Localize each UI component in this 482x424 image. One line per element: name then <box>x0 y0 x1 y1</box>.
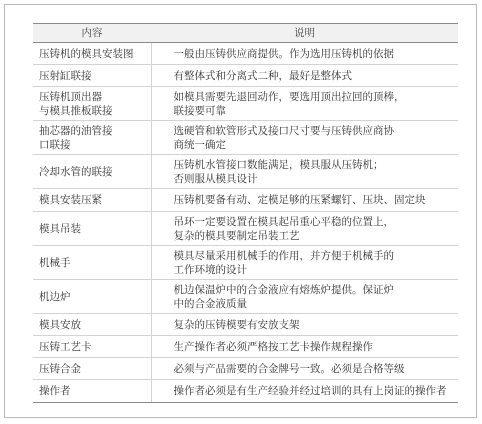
table-row <box>33 43 458 65</box>
row-item: 压铸工艺卡 <box>33 336 151 358</box>
row-item: 模具吊装 <box>33 212 151 246</box>
header-description: 说明 <box>151 24 458 43</box>
row-item: 机边炉 <box>33 280 151 314</box>
row-description: 选硬管和软管形式及接口尺寸要与压铸供应商协 商统一确定 <box>151 121 458 155</box>
row-description: 机边保温炉中的合金液应有熔炼炉提供。保证炉 中的合金液质量 <box>151 280 458 314</box>
row-description: 压铸机水管接口数能满足，模具服从压铸机； 否则服从模具设计 <box>151 155 458 189</box>
mold-installation-table <box>33 23 458 403</box>
row-description: 如模具需要先退回动作，要选用顶出拉回的顶棒， 联接要可靠 <box>151 87 458 121</box>
row-item: 操作者 <box>33 380 151 403</box>
table-header-row <box>33 24 458 43</box>
table-row <box>33 280 458 314</box>
table-row <box>33 336 458 358</box>
table-row <box>33 212 458 246</box>
table-row <box>33 121 458 155</box>
row-description: 吊环一定要设置在模具起吊重心平稳的位置上， 复杂的模具要制定吊装工艺 <box>151 212 458 246</box>
table-row <box>33 155 458 189</box>
table-row <box>33 189 458 212</box>
table-row <box>33 65 458 87</box>
row-description: 复杂的压铸模要有安放支架 <box>151 314 458 336</box>
row-description: 必须与产品需要的合金牌号一致。必须是合格等级 <box>151 358 458 380</box>
row-item: 冷却水管的联接 <box>33 155 151 189</box>
table-row <box>33 358 458 380</box>
row-item: 模具安装压紧 <box>33 189 151 212</box>
row-description: 压铸机要备有动、定模足够的压紧螺钉、压块、固定块 <box>151 189 458 212</box>
row-item: 抽芯器的油管接 口联接 <box>33 121 151 155</box>
table-row <box>33 246 458 280</box>
row-description: 一般由压铸供应商提供。作为选用压铸机的依据 <box>151 43 458 65</box>
row-item: 压铸机顶出器 与模具推板联接 <box>33 87 151 121</box>
row-item: 机械手 <box>33 246 151 280</box>
table-row <box>33 87 458 121</box>
row-description: 生产操作者必须严格按工艺卡操作规程操作 <box>151 336 458 358</box>
header-content: 内容 <box>33 24 151 43</box>
table-row <box>33 314 458 336</box>
table-row <box>33 380 458 403</box>
row-item: 压铸机的模具安装图 <box>33 43 151 65</box>
row-description: 模具尽量采用机械手的作用，并方便于机械手的 工作环境的设计 <box>151 246 458 280</box>
row-item: 压射缸联接 <box>33 65 151 87</box>
row-item: 压铸合金 <box>33 358 151 380</box>
document-frame <box>4 4 477 418</box>
row-description: 有整体式和分离式二种，最好是整体式 <box>151 65 458 87</box>
row-description: 操作者必须是有生产经验并经过培训的具有上岗证的操作者 <box>151 380 458 403</box>
row-item: 模具安放 <box>33 314 151 336</box>
